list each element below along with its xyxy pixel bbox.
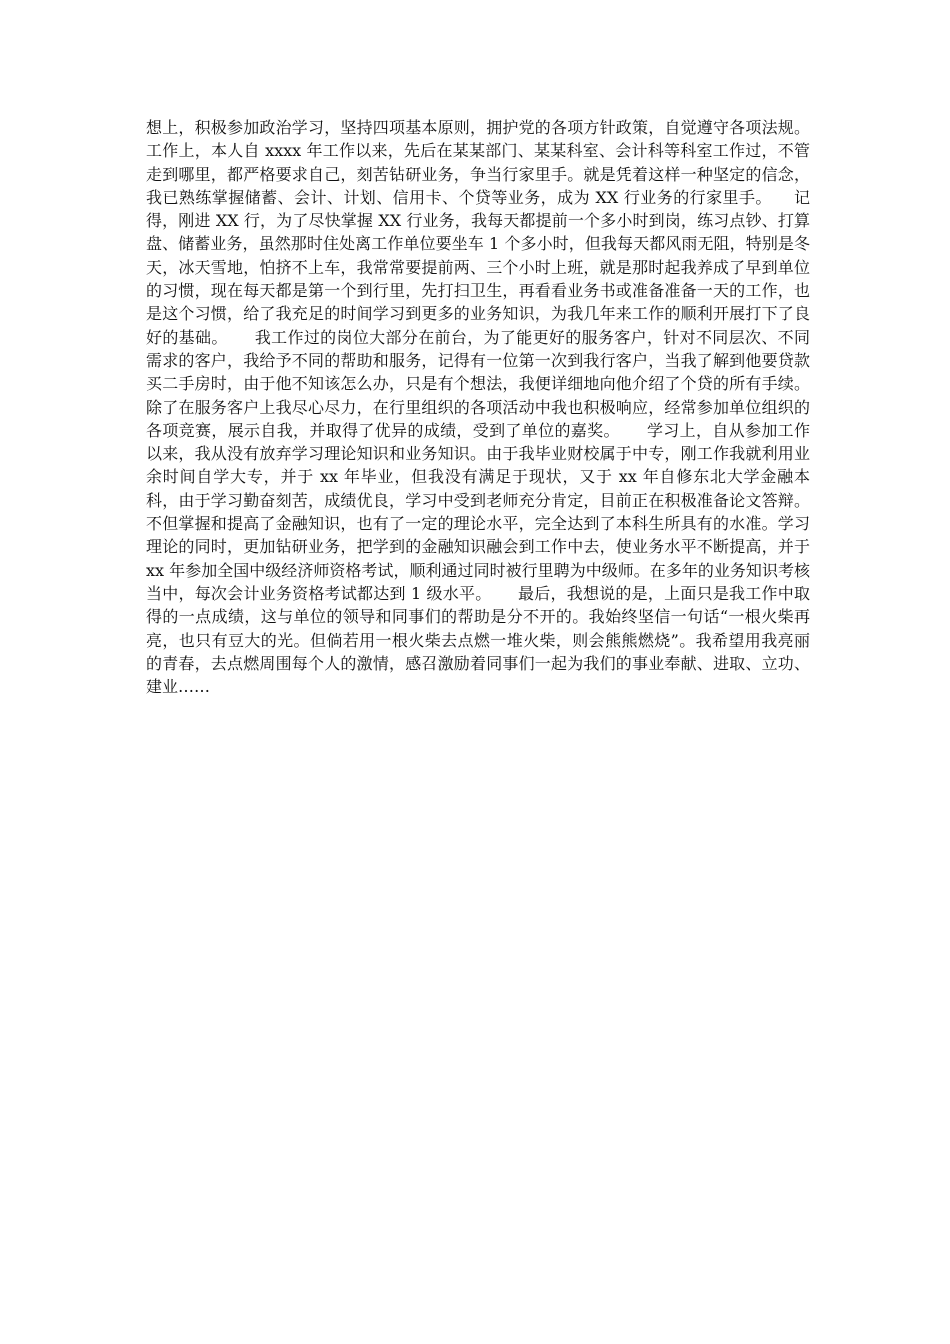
body-text: 想上，积极参加政治学习，坚持四项基本原则，拥护党的各项方针政策，自觉遵守各项法规。 工作上，本人自 xxxx 年工作以来，先后在某某部门、某某科室、会计科等科室工作过，不管走到哪里，都严格要求自己，刻苦钻研业务，争当行家里手。就是凭着这样一种坚定的信念，我已熟练掌握储蓄、会计、计划、信用卡、个贷等业务，成为 XX 行业务的行家里手。 记得，刚进 XX 行，为了尽快掌握 XX 行业务，我每天都提前一个多小时到岗，练习点钞、打算盘、储蓄业务，虽然那时住处离工作单位要坐车 1 个多小时，但我每天都风雨无阻，特别是冬天，冰天雪地，怕挤不上车，我常常要提前两、三个小时上班，就是那时起我养成了早到单位的习惯，现在每天都是第一个到行里，先打扫卫生，再看看业务书或准备准备一天的工作，也是这个习惯，给了我充足的时间学习到更多的业务知识，为我几年来工作的顺利开展打下了良好的基础。 我工作过的岗位大部分在前台，为了能更好的服务客户，针对不同层次、不同需求的客户，我给予不同的帮助和服务，记得有一位第一次到我行客户，当我了解到他要贷款买二手房时，由于他不知该怎么办，只是有个想法，我便详细地向他介绍了个贷的所有手续。除了在服务客户上我尽心尽力，在行里组织的各项活动中我也积极响应，经常参加单位组织的各项竞赛，展示自我，并取得了优异的成绩，受到了单位的嘉奖。 学习上，自从参加工作以来，我从没有放弃学习理论知识和业务知识。由于我毕业财校属于中专，刚工作我就利用业余时间自学大专，并于 xx 年毕业，但我没有满足于现状，又于 xx 年自修东北大学金融本科，由于学习勤奋刻苦，成绩优良，学习中受到老师充分肯定，目前正在积极准备论文答辩。不但掌握和提高了金融知识，也有了一定的理论水平，完全达到了本科生所具有的水准。学习理论的同时，更加钻研业务，把学到的金融知识融会到工作中去，使业务水平不断提高，并于 xx 年参加全国中级经济师资格考试，顺利通过同时被行里聘为中级师。在多年的业务知识考核当中，每次会计业务资格考试都达到 1 级水平。 最后，我想说的是，上面只是我工作中取得的一点成绩，这与单位的领导和同事们的帮助是分不开的。我始终坚信一句话“一根火柴再亮，也只有豆大的光。但倘若用一根火柴去点燃一堆火柴，则会熊熊燃烧”。我希望用我亮丽的青春，去点燃周围每个人的激情，感召激励着同事们一起为我们的事业奉献、进取、立功、建业……	[146, 118, 872, 697]
